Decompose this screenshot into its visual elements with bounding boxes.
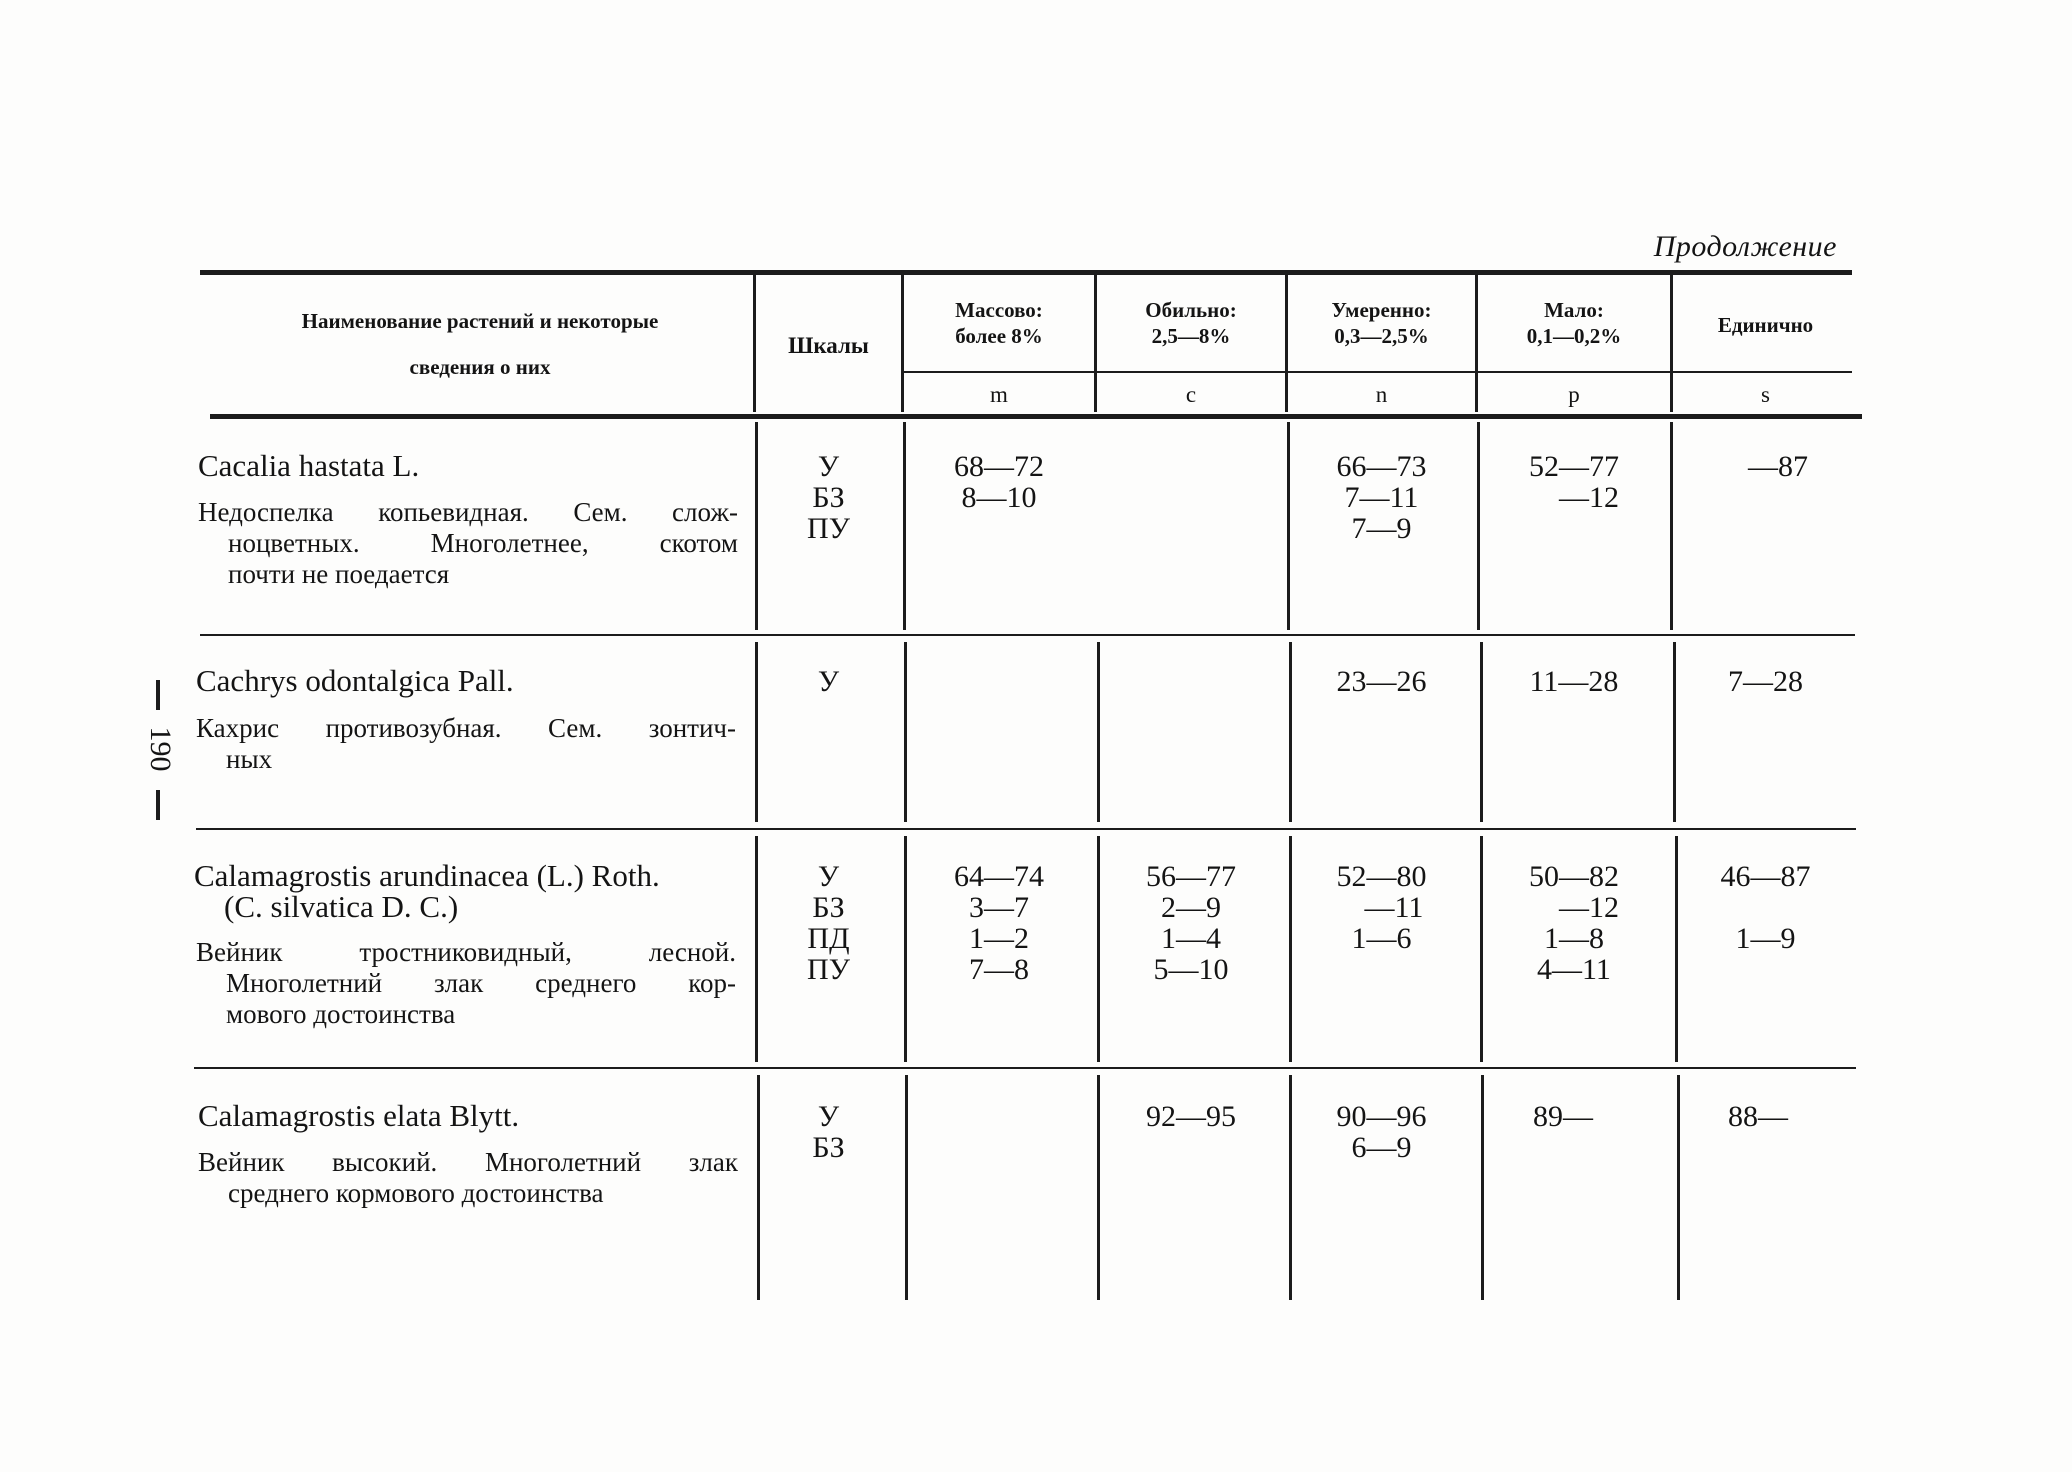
value-cell-s: —87 [1748, 450, 1808, 483]
header-col-s: Единично [1717, 313, 1814, 337]
plant-description: Вейник тростниковидный, лесной. Многолетний злак среднего кор- мового достоинства [196, 937, 736, 1029]
latin-name: Calamagrostis elata Blytt. [198, 1098, 520, 1133]
value-cell-m: 64—74 3—7 1—2 7—8 [954, 860, 1044, 986]
header-name-cell [210, 298, 750, 390]
value-cell-n: 90—96 6—9 [1336, 1100, 1427, 1164]
header-name-line1: Наименование растений и некоторые [301, 309, 659, 333]
header-scales: Шкалы [788, 333, 869, 358]
latin-name: Cacalia hastata L. [198, 448, 420, 483]
code-m: m [990, 382, 1008, 407]
page-number-text: 190 [144, 726, 177, 772]
value-cell-s: 7—28 [1728, 665, 1803, 698]
value-cell-s: 46—87 1—9 [1720, 860, 1811, 955]
row-divider-2 [196, 828, 1856, 830]
value-cell-m: 68—72 8—10 [954, 450, 1044, 514]
value-cell-p: 11—28 [1529, 665, 1619, 698]
vrule-body [1097, 642, 1100, 822]
plant-description: Вейник высокий. Многолетний злак среднего кормового достоинства [198, 1147, 738, 1208]
code-p: p [1568, 382, 1580, 407]
value-cell-n: 66—73 7—11 7—9 [1336, 450, 1427, 545]
plant-description: Кахрис противозубная. Сем. зонтич- ных [196, 713, 736, 774]
row-divider-3 [194, 1067, 1856, 1069]
continued-label: Продолжение [1653, 230, 1837, 263]
latin-name: Calamagrostis arundinacea (L.) Roth. [194, 858, 660, 893]
value-cell-n: 52—80 —11 1—6 [1336, 860, 1427, 955]
code-c: c [1185, 382, 1197, 407]
code-s: s [1761, 382, 1770, 407]
page-number-dash-bottom [156, 790, 160, 820]
code-n: n [1375, 382, 1388, 407]
value-cell-p: 50—82 —12 1—8 4—11 [1529, 860, 1619, 986]
page-number-dash-top [156, 680, 160, 710]
scales-cell: У БЗ [812, 1100, 845, 1164]
scales-cell: У БЗ ПД ПУ [807, 860, 850, 986]
page-number [138, 680, 178, 820]
value-cell-p: 89— [1533, 1100, 1593, 1133]
header-col-p: Мало: 0,1—0,2% [1526, 298, 1622, 348]
vrule-body [904, 642, 907, 822]
header-name-line2: сведения о них [409, 355, 551, 379]
value-cell-p: 52—77 —12 [1529, 450, 1619, 514]
header-col-m: Массово: более 8% [955, 298, 1043, 348]
value-cell-n: 23—26 [1336, 665, 1427, 698]
table-top-rule [200, 270, 1852, 275]
value-cell-c: 56—77 2—9 1—4 5—10 [1146, 860, 1236, 986]
plant-description: Недоспелка копьевидная. Сем. слож- ноцветных. Многолетнее, скотом почти не поедается [198, 497, 738, 589]
value-cell-c: 92—95 [1146, 1100, 1236, 1133]
vrule-body [905, 1075, 908, 1300]
latin-synonym: (C. silvatica D. C.) [224, 889, 459, 924]
value-cell-s: 88— [1728, 1100, 1788, 1133]
row-divider-1 [200, 634, 1855, 636]
header-col-n: Умеренно: 0,3—2,5% [1331, 298, 1432, 348]
header-sub-rule [902, 371, 1852, 373]
header-col-c: Обильно: 2,5—8% [1145, 298, 1237, 348]
scales-cell: У [817, 665, 840, 698]
latin-name: Cachrys odontalgica Pall. [196, 663, 514, 698]
scales-cell: У БЗ ПУ [807, 450, 850, 545]
header-bottom-rule [210, 414, 1862, 419]
